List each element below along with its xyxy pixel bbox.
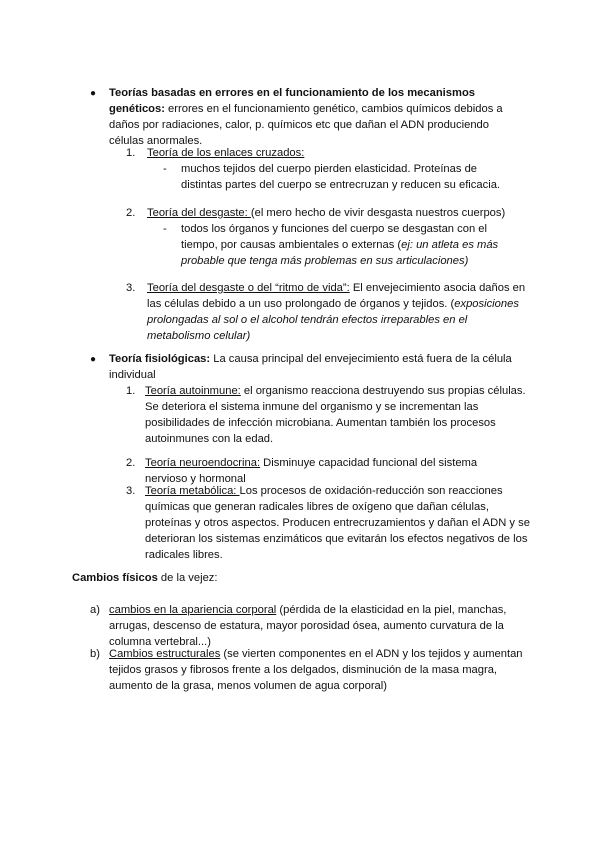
section-title: Teoría fisiológicas:: [109, 353, 211, 365]
item-title: Cambios estructurales: [109, 648, 221, 660]
section-physical-changes: [72, 570, 532, 586]
section-physiological-theories: [109, 351, 524, 383]
dash-marker: -: [163, 223, 167, 235]
item-text: (pérdida de la elasticidad en la piel, manchas, arrugas, descenso de estatura, mayor porosidad ósea, aumento curvatura de la columna vertebral...): [109, 604, 507, 648]
list-number: 2.: [126, 207, 136, 219]
item-text: El envejecimiento asocia daños en las células debido a un uso prolongado de órganos y tejidos. (: [147, 282, 526, 310]
item-text: Disminuye capacidad funcional del sistema nervioso y hormonal: [145, 457, 478, 485]
list-number: 3.: [126, 485, 136, 497]
sub-text: todos los órganos y funciones del cuerpo se desgastan con el tiempo, por causas ambientales o externas (: [181, 223, 487, 251]
list-number: 2.: [126, 457, 136, 469]
item-title: Teoría del desgaste o del “ritmo de vida”:: [147, 282, 350, 294]
list-item-crosslink: [147, 145, 517, 161]
item-text: el organismo reacciona destruyendo sus propias células. Se deteriora el sistema inmune del organismo y se incrementan las posibilidades de infección microbiana. Aumentan también los procesos autoinmunes con la edad.: [145, 385, 526, 445]
section-text: errores en el funcionamiento genético, cambios químicos debidos a daños por radiaciones, calor, p. químicos etc que dañan el ADN produciendo células anormales.: [109, 103, 503, 147]
bullet-icon: ●: [90, 354, 97, 365]
list-item-rhythm: [147, 280, 527, 344]
sub-italic: ej: un atleta es más probable que tenga más problemas en sus articulaciones): [181, 239, 499, 267]
section-text: La causa principal del envejecimiento está fuera de la célula individual: [109, 353, 512, 381]
list-item-metabolic: [145, 483, 533, 563]
item-text: (se vierten componentes en el ADN y los tejidos y aumentan tejidos grasos y fibrosos frente a los delgados, disminución de la masa magra, aumento de la grasa, menos volumen de agua corporal): [109, 648, 523, 692]
list-item-appearance: [109, 602, 524, 650]
list-item-structural: [109, 646, 527, 694]
item-title: Teoría del desgaste:: [147, 207, 251, 219]
sub-item-text: [181, 221, 526, 269]
list-number: 1.: [126, 385, 136, 397]
list-letter: b): [90, 648, 100, 660]
sub-item-text: muchos tejidos del cuerpo pierden elasticidad. Proteínas de distintas partes del cuerpo se entrecruzan y reducen su eficacia.: [181, 163, 501, 191]
list-letter: a): [90, 604, 100, 616]
item-title: Teoría autoinmune:: [145, 385, 241, 397]
list-number: 1.: [126, 147, 136, 159]
item-text: Los procesos de oxidación-reducción son reacciones químicas que generan radicales libres de oxígeno que dañan células, proteínas y otros aspectos. Producen entrecruzamientos y dañan el ADN y se deterioran los sistemas enzimáticos que evitarán los efectos negativos de los radicales libres.: [145, 485, 530, 561]
list-item-autoimmune: [145, 383, 529, 447]
item-title: cambios en la apariencia corporal: [109, 604, 277, 616]
item-title: Teoría metabólica:: [145, 485, 240, 497]
section-genetic-theories: [109, 85, 514, 149]
list-item-wear: [147, 205, 522, 221]
item-italic: exposiciones prolongadas al sol o el alcohol tendrán efectos irreparables en el metabolismo celular): [147, 298, 519, 342]
list-number: 3.: [126, 282, 136, 294]
section-text: de la vejez:: [157, 572, 218, 584]
item-title: Teoría de los enlaces cruzados:: [147, 147, 305, 159]
bullet-icon: ●: [90, 88, 97, 99]
item-text: (el mero hecho de vivir desgasta nuestros cuerpos): [250, 207, 506, 219]
section-title: Teorías basadas en errores en el funcionamiento de los mecanismos genéticos:: [109, 87, 476, 115]
item-title: Teoría neuroendocrina:: [145, 457, 261, 469]
section-title: Cambios físicos: [72, 572, 158, 584]
dash-marker: -: [163, 163, 167, 175]
